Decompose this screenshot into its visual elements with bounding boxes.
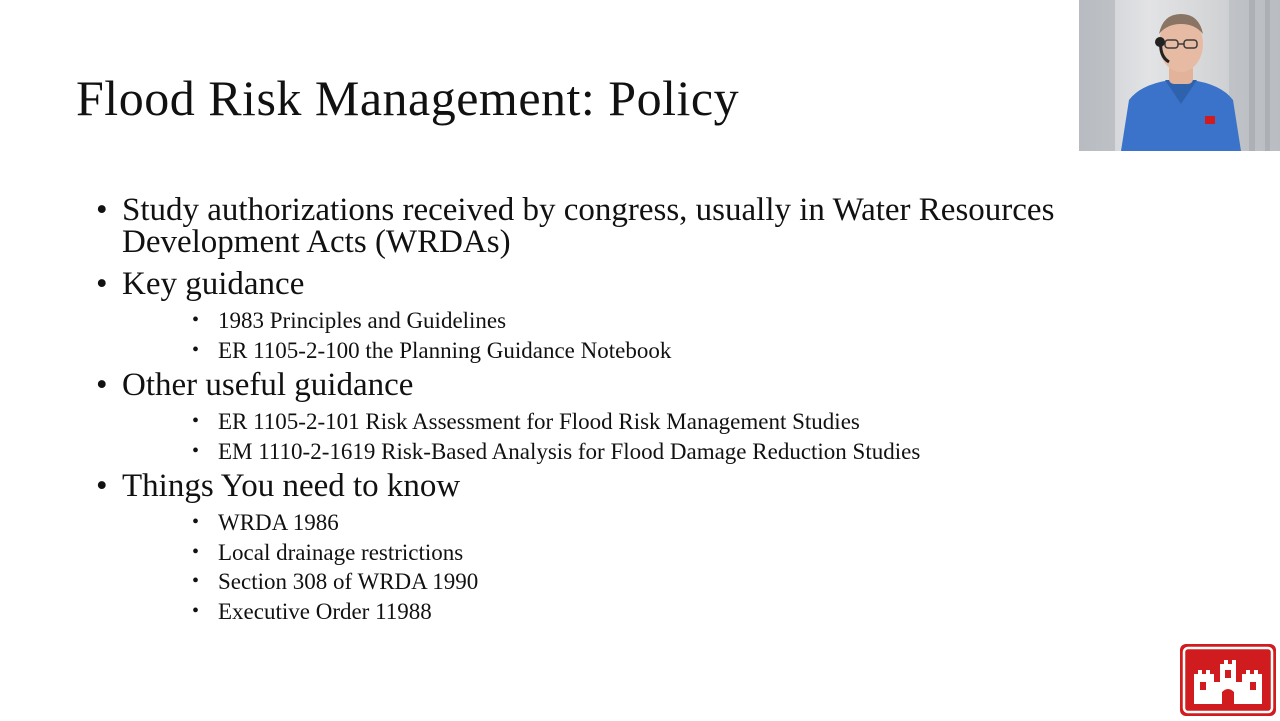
bullet-dot: • bbox=[96, 192, 108, 228]
bullet-text: Key guidance bbox=[122, 266, 305, 302]
bullet-key-guidance bbox=[96, 268, 1156, 300]
sub-bullet-text: Executive Order 11988 bbox=[218, 598, 432, 624]
sub-bullet-list bbox=[96, 306, 1156, 365]
sub-bullet bbox=[192, 306, 1156, 336]
sub-bullet-text: 1983 Principles and Guidelines bbox=[218, 308, 507, 333]
bullet-dot: • bbox=[96, 266, 108, 302]
sub-bullet-list bbox=[96, 407, 1156, 466]
sub-bullet bbox=[192, 336, 1156, 366]
bullet-dot: • bbox=[96, 468, 108, 504]
bullet-dot: • bbox=[192, 338, 200, 361]
sub-bullet-list bbox=[96, 508, 1156, 626]
sub-bullet-text: ER 1105-2-100 the Planning Guidance Notebook bbox=[218, 337, 672, 363]
bullet-list bbox=[96, 194, 1156, 630]
sub-bullet-text: Section 308 of WRDA 1990 bbox=[218, 569, 479, 594]
bullet-study-authorizations bbox=[96, 194, 1156, 258]
sub-bullet bbox=[192, 437, 1156, 467]
sub-bullet-text: ER 1105-2-101 Risk Assessment for Flood Risk Management Studies bbox=[218, 409, 860, 434]
bullet-text: Other useful guidance bbox=[122, 367, 414, 403]
sub-bullet bbox=[192, 508, 1156, 538]
bullet-dot: • bbox=[192, 570, 200, 592]
presenter-webcam-feed bbox=[1079, 0, 1280, 151]
sub-bullet bbox=[192, 407, 1156, 437]
bullet-text: Study authorizations received by congress, usually in Water Resources Development Acts (WRDAs) bbox=[122, 192, 1055, 260]
bullet-dot: • bbox=[192, 410, 200, 432]
sub-bullet bbox=[192, 567, 1156, 597]
presenter-figure bbox=[1079, 0, 1280, 151]
bullet-dot: • bbox=[192, 439, 200, 462]
sub-bullet bbox=[192, 597, 1156, 627]
bullet-text: Things You need to know bbox=[122, 468, 461, 504]
castle-logo-graphic bbox=[1180, 644, 1276, 716]
sub-bullet-text: WRDA 1986 bbox=[218, 510, 339, 535]
bullet-things-you-need-to-know bbox=[96, 470, 1156, 502]
slide-title: Flood Risk Management: Policy bbox=[76, 70, 740, 126]
bullet-dot: • bbox=[192, 309, 200, 331]
bullet-dot: • bbox=[192, 540, 200, 563]
castle-logo-icon bbox=[1180, 644, 1276, 716]
bullet-dot: • bbox=[192, 511, 200, 533]
sub-bullet-text: EM 1110-2-1619 Risk-Based Analysis for Flood Damage Reduction Studies bbox=[218, 438, 921, 464]
sub-bullet-text: Local drainage restrictions bbox=[218, 539, 464, 565]
bullet-dot: • bbox=[96, 367, 108, 403]
bullet-dot: • bbox=[192, 599, 200, 622]
sub-bullet bbox=[192, 538, 1156, 568]
bullet-other-useful-guidance bbox=[96, 369, 1156, 401]
